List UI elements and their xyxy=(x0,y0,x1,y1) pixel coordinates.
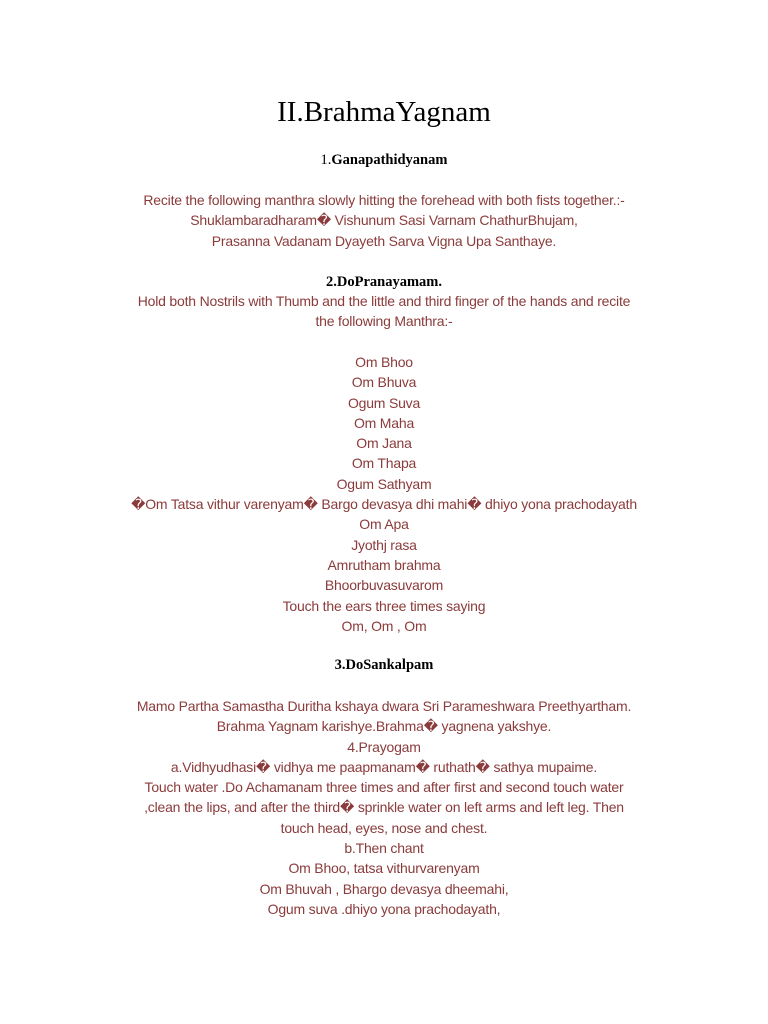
section-title: 3.DoSankalpam xyxy=(334,657,434,673)
mantra-line: Bhoorbuvasuvarom xyxy=(324,577,444,594)
text-line: 4.Prayogam xyxy=(347,738,421,755)
mantra-line: Ogum Sathyam xyxy=(336,475,432,492)
mantra-line: Om Bhoo xyxy=(355,354,413,370)
section-number: 1. xyxy=(320,152,332,168)
mantra-line: Jyothj rasa xyxy=(351,536,417,553)
text-line: Prasanna Vadanam Dyayeth Sarva Vigna Upa Santhaye. xyxy=(211,232,557,249)
text-line: Om Bhuvah , Bhargo devasya dheemahi, xyxy=(259,880,509,897)
text-line: Shuklambaradharam� Vishunum Sasi Varnam ChathurBhujam, xyxy=(190,212,578,229)
mantra-line: �Om Tatsa vithur varenyam� Bargo devasya dhi mahi� dhiyo yona prachodayath xyxy=(131,496,637,513)
page-title: II.BrahmaYagnam xyxy=(277,96,491,128)
mantra-line: Amrutham brahma xyxy=(327,556,441,573)
text-line: Om Bhoo, tatsa vithurvarenyam xyxy=(288,860,480,877)
section-heading-sankalpam xyxy=(0,655,768,675)
mantra-line: Om Apa xyxy=(359,516,409,533)
text-line: ,clean the lips, and after the third� sprinkle water on left arms and left leg. Then xyxy=(144,799,624,816)
mantra-line: Om, Om , Om xyxy=(341,617,427,634)
sankalpam-text xyxy=(40,696,728,919)
text-line: Ogum suva .dhiyo yona prachodayath, xyxy=(267,900,501,917)
text-line: b.Then chant xyxy=(344,840,424,857)
mantra-line: Om Thapa xyxy=(351,455,417,472)
pranayamam-mantra xyxy=(40,352,728,636)
section-heading-pranayamam xyxy=(0,272,768,292)
section-title: Ganapathidyanam xyxy=(331,152,448,168)
text-line: Mamo Partha Samastha Duritha kshaya dwara Sri Parameshwara Preethyartham. xyxy=(136,698,632,714)
pranayamam-intro xyxy=(40,291,728,332)
ganapathidyanam-text xyxy=(40,190,728,251)
mantra-line: Touch the ears three times saying xyxy=(282,597,486,614)
text-line: Hold both Nostrils with Thumb and the little and third finger of the hands and recite xyxy=(137,293,631,309)
text-line: a.Vidhyudhasi� vidhya me paapmanam� ruthath� sathya mupaime. xyxy=(170,758,598,775)
section-heading-ganapathidyanam xyxy=(0,150,768,170)
mantra-line: Om Bhuva xyxy=(351,374,417,391)
section-title: 2.DoPranayamam. xyxy=(326,274,442,290)
text-line: Recite the following manthra slowly hitting the forehead with both fists together.:- xyxy=(143,192,625,208)
mantra-line: Ogum Suva xyxy=(347,394,421,411)
mantra-line: Om Maha xyxy=(353,414,415,431)
mantra-line: Om Jana xyxy=(356,435,412,452)
text-line: the following Manthra:- xyxy=(315,313,453,330)
text-line: Touch water .Do Achamanam three times and after first and second touch water xyxy=(144,779,624,796)
text-line: Brahma Yagnam karishye.Brahma� yagnena yakshye. xyxy=(216,718,552,735)
text-line: touch head, eyes, nose and chest. xyxy=(280,819,488,836)
